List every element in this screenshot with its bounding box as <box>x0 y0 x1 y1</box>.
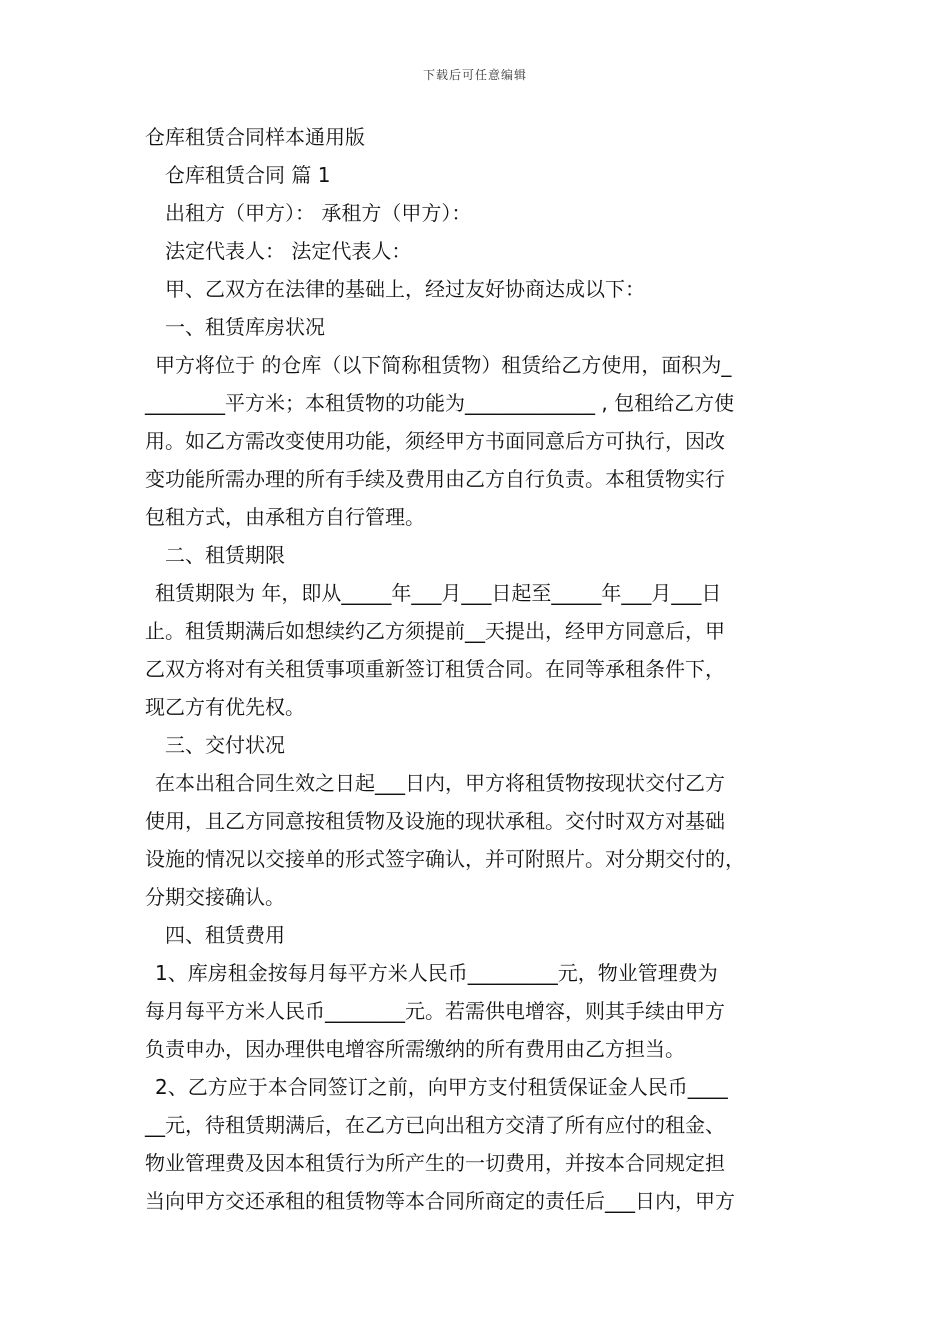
paragraph-line: 负责申办，因办理供电增容所需缴纳的所有费用由乙方担当。 <box>145 1037 685 1061</box>
document-body <box>145 118 815 1220</box>
document-title: 仓库租赁合同样本通用版 <box>145 125 365 149</box>
representative-line: 法定代表人： 法定代表人： <box>165 239 412 263</box>
intro-line: 甲、乙双方在法律的基础上，经过友好协商达成以下： <box>165 277 645 301</box>
paragraph-line: 甲方将位于 的仓库（以下简称租赁物）租赁给乙方使用，面积为_ <box>155 353 732 377</box>
paragraph-line: 变功能所需办理的所有手续及费用由乙方自行负责。本租赁物实行 <box>145 467 725 491</box>
paragraph-line: 2、乙方应于本合同签订之前，向甲方支付租赁保证金人民币____ <box>155 1075 728 1099</box>
paragraph-line: 每月每平方米人民币________元。若需供电增容，则其手续由甲方 <box>145 999 725 1023</box>
header-note: 下载后可任意编辑 <box>422 68 527 82</box>
paragraph-line: 当向甲方交还承租的租赁物等本合同所商定的责任后___日内，甲方 <box>145 1189 735 1213</box>
paragraph-line: 止。租赁期满后如想续约乙方须提前__天提出，经甲方同意后，甲 <box>145 619 725 643</box>
paragraph-line: 使用，且乙方同意按租赁物及设施的现状承租。交付时双方对基础 <box>145 809 725 833</box>
document-subtitle: 仓库租赁合同 篇 1 <box>165 163 331 187</box>
section-heading: 四、租赁费用 <box>165 923 285 947</box>
paragraph-line: 1、库房租金按每月每平方米人民币_________元，物业管理费为 <box>155 961 718 985</box>
paragraph-line: 现乙方有优先权。 <box>145 695 305 719</box>
parties-line: 出租方（甲方）： 承租方（甲方）： <box>165 201 472 225</box>
paragraph-line: 租赁期限为 年，即从_____年___月___日起至_____年___月___日 <box>155 581 722 605</box>
paragraph-line: 分期交接确认。 <box>145 885 285 909</box>
paragraph-line: 用。如乙方需改变使用功能，须经甲方书面同意后方可执行，因改 <box>145 429 725 453</box>
paragraph-line: 物业管理费及因本租赁行为所产生的一切费用，并按本合同规定担 <box>145 1151 725 1175</box>
section-heading: 三、交付状况 <box>165 733 285 757</box>
paragraph-line: 在本出租合同生效之日起___日内，甲方将租赁物按现状交付乙方 <box>155 771 725 795</box>
paragraph-line: 设施的情况以交接单的形式签字确认，并可附照片。对分期交付的， <box>145 847 745 871</box>
paragraph-line: __元，待租赁期满后，在乙方已向出租方交清了所有应付的租金、 <box>145 1113 725 1137</box>
paragraph-line: 乙双方将对有关租赁事项重新签订租赁合同。在同等承租条件下， <box>145 657 725 681</box>
section-heading: 二、租赁期限 <box>165 543 285 567</box>
paragraph-line: ________平方米；本租赁物的功能为_____________ , 包租给乙方使 <box>145 391 735 415</box>
paragraph-line: 包租方式，由承租方自行管理。 <box>145 505 425 529</box>
section-heading: 一、租赁库房状况 <box>165 315 325 339</box>
